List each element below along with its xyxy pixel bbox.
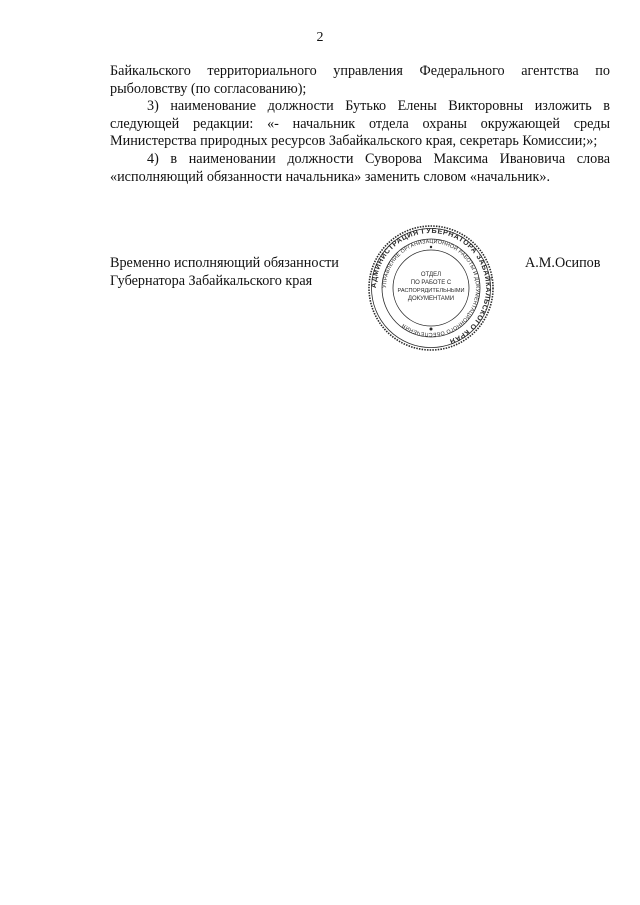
stamp-center-line-1: ОТДЕЛ: [420, 272, 442, 278]
stamp-dot: [430, 328, 433, 331]
paragraph-continuation: Байкальского территориального управления Федерального агентства по рыболовству (по согласованию);: [110, 63, 610, 97]
stamp-inner-ring-text: УПРАВЛЕНИЕ ОРГАНИЗАЦИОННОЙ РАБОТЫ И ДОКУМЕНТАЦИОННОГО ОБЕСПЕЧЕНИЯ: [381, 238, 481, 338]
document-body: [110, 63, 610, 186]
stamp-center-line-2: ПО РАБОТЕ С: [410, 280, 452, 286]
stamp-dot-top: [430, 246, 432, 248]
stamp-center-line-4: ДОКУМЕНТАМИ: [407, 296, 455, 302]
official-seal-stamp: [367, 224, 495, 352]
signatory-name: А.М.Осипов: [525, 255, 601, 271]
stamp-center-line-3: РАСПОРЯДИТЕЛЬНЫМИ: [397, 288, 465, 294]
paragraph-item-3: 3) наименование должности Бутько Елены Викторовны изложить в следующей редакции: «- начальник отдела охраны окружающей среды Министерства природных ресурсов Забайкальского края, секретарь Комиссии;»;: [110, 98, 610, 150]
signatory-title-line-2: Губернатора Забайкальского края: [110, 272, 313, 289]
signatory-title: [110, 255, 339, 290]
stamp-outer-ring-text: АДМИНИСТРАЦИЯ ГУБЕРНАТОРА ЗАБАЙКАЛЬСКОГО КРАЯ: [368, 225, 494, 347]
signatory-title-line-1: Временно исполняющий обязанности: [110, 255, 339, 271]
page-number: 2: [316, 30, 324, 45]
paragraph-item-4: 4) в наименовании должности Суворова Максима Ивановича слова «исполняющий обязанности начальника» заменить словом «начальник».: [110, 150, 610, 185]
